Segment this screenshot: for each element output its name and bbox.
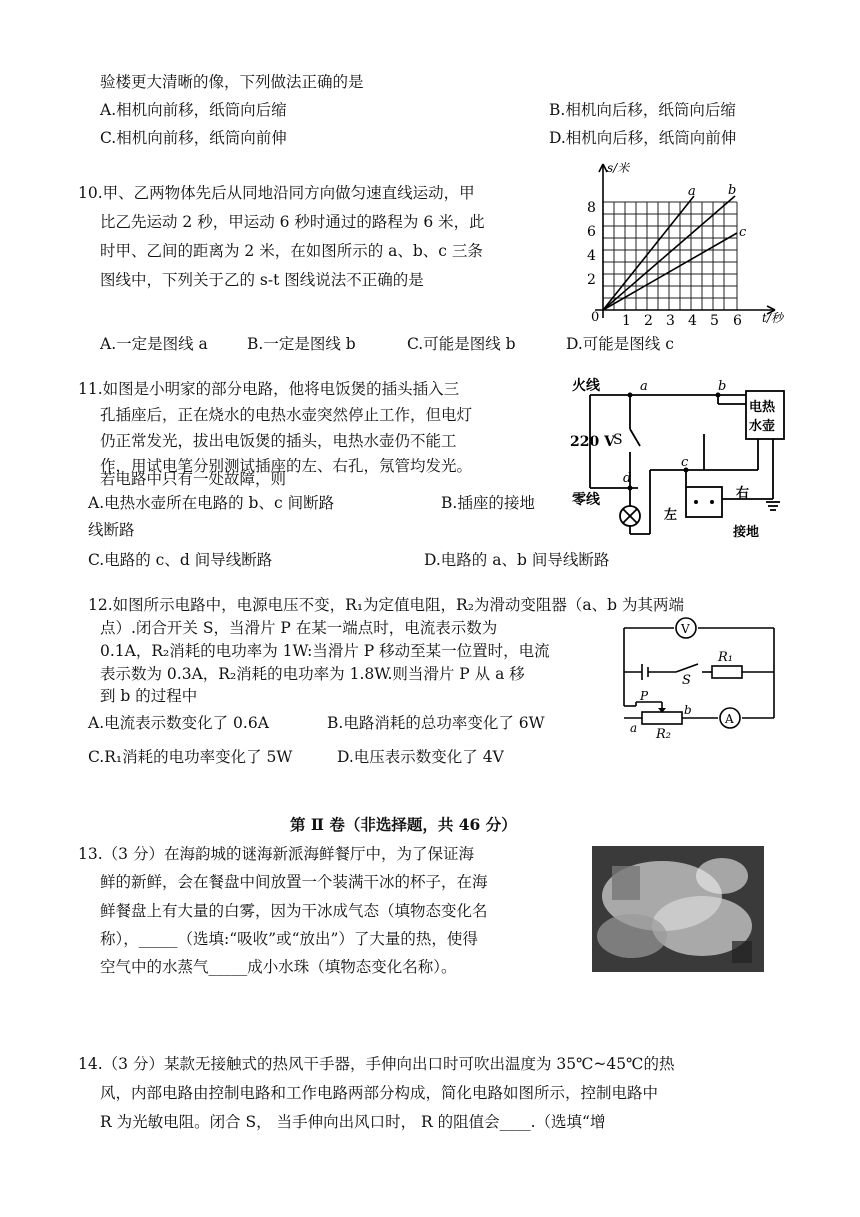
q14-stem-line: 14.（3 分）某款无接触式的热风干手器，手伸向出口时可吹出温度为 35℃~45℃的热 <box>78 1055 675 1073</box>
home-circuit-diagram <box>568 374 793 544</box>
voltmeter-label: V <box>681 622 690 636</box>
q10-option-b: B.一定是图线 b <box>247 335 356 353</box>
point-d-label: d <box>623 471 632 486</box>
q9-option-b: B.相机向后移，纸筒向后缩 <box>549 101 736 119</box>
q11-option-b: B.插座的接地 <box>441 494 535 512</box>
q10-option-a: A.一定是图线 a <box>100 335 208 353</box>
q12-option-a: A.电流表示数变化了 0.6A <box>88 714 269 732</box>
q12-stem-line: 到 b 的过程中 <box>100 687 198 705</box>
r1-label: R₁ <box>718 650 733 665</box>
x-axis-label: t/秒 <box>762 311 783 325</box>
x-tick: 6 <box>733 313 742 328</box>
live-wire-label: 火线 <box>572 378 600 394</box>
ammeter-label: A <box>725 712 734 726</box>
q10-option-d: D.可能是图线 c <box>566 335 674 353</box>
line-label-c: c <box>739 225 747 240</box>
y-tick: 8 <box>587 200 596 216</box>
x-tick: 3 <box>666 313 675 328</box>
section-heading: 第 Ⅱ 卷（非选择题，共 46 分） <box>290 815 517 834</box>
q14-stem-line: 风，内部电路由控制电路和工作电路两部分构成，简化电路如图所示，控制电路中 <box>100 1084 659 1102</box>
kettle-label: 水壶 <box>749 419 776 434</box>
q11-stem-line: 仍正常发光，拔出电饭煲的插头，电热水壶仍不能工 <box>100 432 457 450</box>
q11-option-a: A.电热水壶所在电路的 b、c 间断路 <box>88 494 335 512</box>
line-label-b: b <box>728 183 737 198</box>
q11-stem-line: 孔插座后，正在烧水的电热水壶突然停止工作，但电灯 <box>100 406 473 424</box>
q13-stem-line: 空气中的水蒸气_____成小水珠（填物态变化名称）。 <box>100 958 457 976</box>
dry-ice-photo <box>592 846 764 972</box>
r2-label: R₂ <box>656 727 671 742</box>
q12-stem-line: 表示数为 0.3A，R₂消耗的电功率为 1.8W.则当滑片 P 从 a 移 <box>100 665 525 683</box>
neutral-wire-label: 零线 <box>572 492 600 508</box>
q9-option-a: A.相机向前移，纸筒向后缩 <box>100 101 287 119</box>
x-tick: 4 <box>688 313 697 328</box>
x-tick: 2 <box>644 313 653 328</box>
origin-label: 0 <box>591 310 600 325</box>
q13-stem-line: 鲜餐盘上有大量的白雾，因为干冰成气态（填物态变化名 <box>100 902 488 920</box>
q13-stem-line: 鲜的新鲜，会在餐盘中间放置一个装满干冰的杯子，在海 <box>100 873 488 891</box>
q12-stem-line: 12.如图所示电路中，电源电压不变，R₁为定值电阻，R₂为滑动变阻器（a、b 为其两端 <box>88 596 685 614</box>
q12-stem-line: 点）.闭合开关 S，当滑片 P 在某一端点时，电流表示数为 <box>100 619 498 637</box>
q12-option-d: D.电压表示数变化了 4V <box>337 748 504 766</box>
q9-option-d: D.相机向后移，纸筒向前伸 <box>549 129 737 147</box>
q10-option-c: C.可能是图线 b <box>407 335 516 353</box>
x-tick: 1 <box>622 313 631 328</box>
point-a-label: a <box>640 379 648 394</box>
right-hole-label: 右 <box>736 486 750 501</box>
q9-stem: 验楼更大清晰的像，下列做法正确的是 <box>100 73 364 91</box>
st-graph <box>585 158 785 328</box>
q11-option-d: D.电路的 a、b 间导线断路 <box>424 551 610 569</box>
y-tick: 4 <box>587 248 596 264</box>
slider-circuit-diagram <box>612 614 792 742</box>
switch-label: S <box>613 432 623 448</box>
point-c-label: c <box>681 455 689 470</box>
point-b-label: b <box>718 379 727 394</box>
y-tick: 6 <box>587 224 596 240</box>
q9-option-c: C.相机向前移，纸筒向前伸 <box>100 129 287 147</box>
q10-stem-line: 时甲、乙间的距离为 2 米，在如图所示的 a、b、c 三条 <box>100 242 483 260</box>
q12-stem-line: 0.1A，R₂消耗的电功率为 1W:当滑片 P 移动至某一位置时，电流 <box>100 642 550 660</box>
switch-label: S <box>682 673 691 688</box>
q10-stem-line: 图线中，下列关于乙的 s-t 图线说法不正确的是 <box>100 271 424 289</box>
ground-label: 接地 <box>733 525 760 540</box>
kettle-label: 电热 <box>749 400 776 415</box>
q13-stem-line: 称），_____（选填:“吸收”或“放出”）了大量的热，使得 <box>100 930 478 948</box>
q11-stem-line: 11.如图是小明家的部分电路，他将电饭煲的插头插入三 <box>78 380 460 398</box>
q12-option-c: C.R₁消耗的电功率变化了 5W <box>88 748 293 766</box>
end-b-label: b <box>684 703 692 717</box>
end-a-label: a <box>630 721 638 735</box>
q11-option-b-cont: 线断路 <box>88 521 135 539</box>
q12-option-b: B.电路消耗的总功率变化了 6W <box>327 714 545 732</box>
voltage-label: 220 V <box>570 434 615 450</box>
line-label-a: a <box>688 184 696 199</box>
y-tick: 2 <box>587 272 596 288</box>
y-axis-label: s/米 <box>607 161 630 175</box>
q13-stem-line: 13.（3 分）在海韵城的谜海新派海鲜餐厅中，为了保证海 <box>78 845 474 863</box>
q10-stem-line: 比乙先运动 2 秒，甲运动 6 秒时通过的路程为 6 米，此 <box>100 213 485 231</box>
q11-option-c: C.电路的 c、d 间导线断路 <box>88 551 273 569</box>
q11-stem-line: 作，用试电笔分别测试插座的左、右孔，氖管均发光。 <box>100 457 473 475</box>
q11-stem-line: 若电路中只有一处故障，则 <box>100 470 287 488</box>
x-tick: 5 <box>710 313 719 328</box>
q14-stem-line: R 为光敏电阻。闭合 S， 当手伸向出风口时， R 的阻值会____.（选填“增 <box>100 1113 606 1131</box>
q10-stem-line: 10.甲、乙两物体先后从同地沿同方向做匀速直线运动，甲 <box>78 184 475 202</box>
left-hole-label: 左 <box>664 508 678 523</box>
slider-p-label: P <box>640 689 649 703</box>
